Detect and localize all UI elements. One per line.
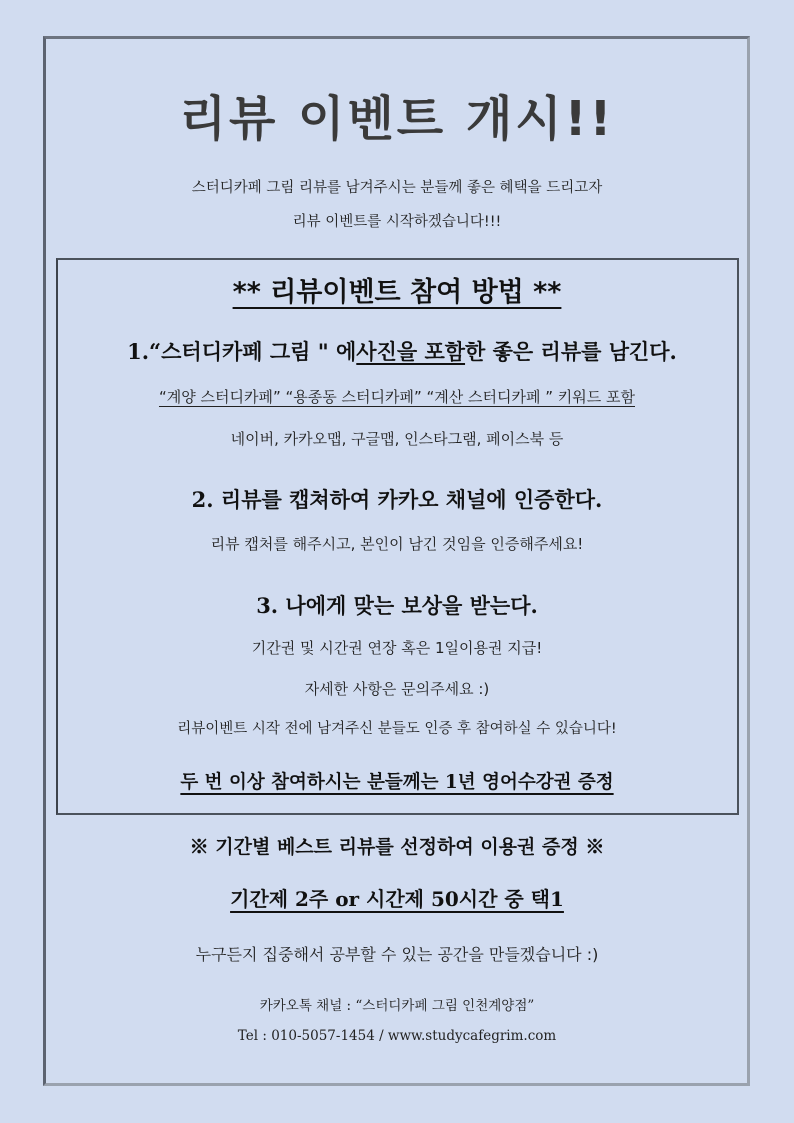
step-3-detail-1: 기간권 및 시간권 연장 혹은 1일이용권 지급! bbox=[251, 639, 543, 657]
step-1-suffix: 한 좋은 리뷰를 남긴다. bbox=[465, 339, 677, 364]
step-1-underlined: 사진을 포함 bbox=[356, 339, 466, 364]
step-3-detail-3: 리뷰이벤트 시작 전에 남겨주신 분들도 인증 후 참여하실 수 있습니다! bbox=[177, 721, 617, 737]
step-1-platforms: 네이버, 카카오맵, 구글맵, 인스타그램, 페이스북 등 bbox=[230, 430, 564, 448]
intro-line-2: 리뷰 이벤트를 시작하겠습니다!!! bbox=[292, 214, 502, 230]
step-3-heading: 3. 나에게 맞는 보상을 받는다. bbox=[256, 593, 538, 618]
method-heading-text: ** 리뷰이벤트 참여 방법 ** bbox=[232, 277, 562, 308]
step-1-prefix: 1.“스터디카페 그림 " 에 bbox=[127, 339, 357, 364]
contact-tel-web: Tel : 010-5057-1454 / www.studycafegrim.com bbox=[237, 1028, 557, 1044]
intro-line-1: 스터디카페 그림 리뷰를 남겨주시는 분들께 좋은 혜택을 드리고자 bbox=[191, 180, 603, 196]
step-2-detail: 리뷰 캡처를 해주시고, 본인이 남긴 것임을 인증해주세요! bbox=[210, 535, 584, 553]
step-2-heading: 2. 리뷰를 캡쳐하여 카카오 채널에 인증한다. bbox=[191, 487, 603, 512]
bonus-note: 두 번 이상 참여하시는 분들께는 1년 영어수강권 증정 bbox=[180, 772, 614, 793]
best-review-headline: ※ 기간별 베스트 리뷰를 선정하여 이용권 증정 ※ bbox=[189, 836, 605, 858]
best-review-choice: 기간제 2주 or 시간제 50시간 중 택1 bbox=[230, 887, 564, 911]
step-1-keywords: “계양 스터디카페” “용종동 스터디카페” “계산 스터디카페 ” 키워드 포함 bbox=[158, 388, 635, 406]
kakao-channel: 카카오톡 채널 : “스터디카페 그림 인천계양점” bbox=[259, 998, 535, 1014]
closing-message: 누구든지 집중해서 공부할 수 있는 공간을 만들겠습니다 :) bbox=[195, 945, 599, 964]
method-heading bbox=[0, 270, 794, 309]
step-3-detail-2: 자세한 사항은 문의주세요 :) bbox=[304, 680, 490, 698]
step-1-heading bbox=[62, 336, 742, 366]
page-title: 리뷰 이벤트 개시!! bbox=[179, 91, 615, 147]
